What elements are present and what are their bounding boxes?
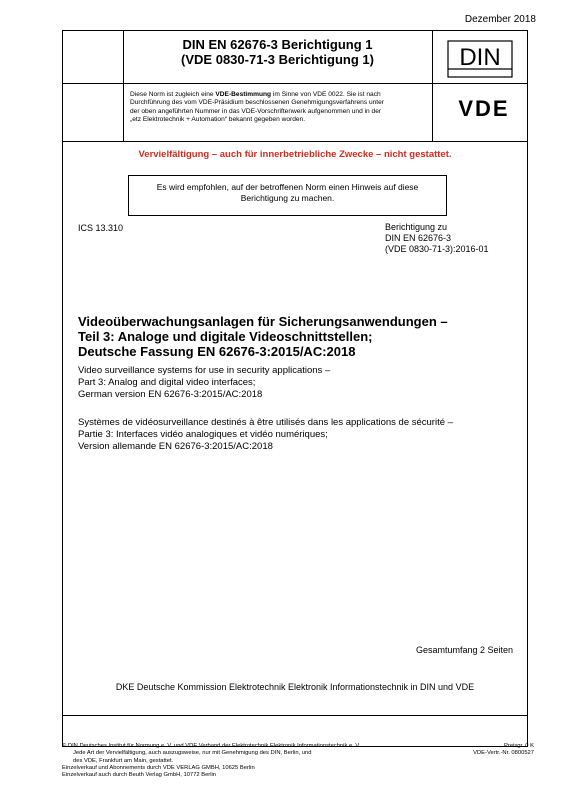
title-line: (VDE 0830-71-3 Berichtigung 1) [181, 52, 374, 67]
footer-price [450, 743, 534, 758]
hint-text: Es wird empfohlen, auf der betroffenen Norm einen Hinweis auf diese [156, 182, 419, 192]
notice-text: der oben angeführten Nummer in das VDE-Vorschriftenwerk aufgenommen und in der [130, 107, 382, 115]
divider-line [62, 715, 528, 716]
english-title [78, 365, 330, 401]
footer-legal [62, 743, 432, 779]
french-title-line: Version allemande EN 62676-3:2015/AC:2018 [78, 441, 273, 452]
french-title-line: Partie 3: Interfaces vidéo analogiques et vidéo numériques; [78, 429, 328, 440]
footer-line: Einzelverkauf und Abonnements durch VDE VERLAG GMBH, 10625 Berlin [62, 764, 255, 771]
title-line: DIN EN 62676-3 Berichtigung 1 [182, 37, 373, 52]
notice-bold-text: VDE-Bestimmung [215, 91, 272, 98]
english-title-line: Part 3: Analog and digital video interfaces; [78, 377, 256, 388]
divider-line [62, 141, 528, 142]
vde-logo-text: VDE [458, 96, 510, 120]
vde-order-number: VDE-Vertr.-Nr. 0800527 [473, 750, 534, 757]
hint-text: Berichtigung zu machen. [240, 193, 335, 203]
french-title-line: Systèmes de vidéosurveillance destinés à être utilisés dans les applications de sécurité – [78, 417, 453, 428]
english-title-line: German version EN 62676-3:2015/AC:2018 [78, 389, 263, 400]
german-title-line: Videoüberwachungsanlagen für Sicherungsanwendungen – [78, 314, 448, 329]
notice-text: „etz Elektrotechnik + Automation“ bekannt gegeben worden. [130, 116, 306, 124]
correction-line: DIN EN 62676-3 [385, 233, 452, 243]
english-title-line: Video surveillance systems for use in security applications – [78, 365, 331, 376]
copy-warning: Vervielfältigung – auch für innerbetriebliche Zwecke – nicht gestattet. [138, 149, 452, 160]
hint-box [128, 175, 447, 216]
correction-line: (VDE 0830-71-3):2016-01 [385, 244, 489, 254]
notice-text: Durchführung des vom VDE-Präsidium beschlossenen Genehmigungsverfahrens unter [130, 99, 384, 107]
notice-text: Diese Norm ist zugleich eine [130, 91, 216, 98]
correction-reference [385, 222, 489, 255]
publication-date: Dezember 2018 [464, 14, 536, 25]
vde-notice [130, 91, 426, 125]
din-logo [447, 40, 513, 78]
ics-code: ICS 13.310 [78, 223, 124, 233]
notice-text: im Sinne von VDE 0022. Sie ist nach [271, 91, 381, 98]
footer-line: © DIN Deutsches Institut für Normung e. V. und VDE Verband der Elektrotechnik Elektronik Informationstechnik e. V. [62, 743, 361, 749]
din-logo-text: DIN [459, 44, 501, 71]
divider-line [62, 83, 528, 84]
german-title-line: Deutsche Fassung EN 62676-3:2015/AC:2018 [78, 344, 356, 359]
divider-line [432, 30, 433, 141]
vde-logo [450, 96, 518, 120]
french-title [78, 417, 453, 453]
correction-line: Berichtigung zu [385, 222, 448, 232]
german-title-line: Teil 3: Analoge und digitale Videoschnittstellen; [78, 329, 373, 344]
dke-line: DKE Deutsche Kommission Elektrotechnik Elektronik Informationstechnik in DIN und VDE [115, 682, 475, 692]
document-title [124, 37, 431, 67]
german-title [78, 314, 448, 359]
price-group: Preisgr. 0 K [504, 743, 534, 749]
footer-line: Einzelverkauf auch durch Beuth Verlag GmbH, 10772 Berlin [62, 772, 217, 779]
footer-line: des VDE, Frankfurt am Main, gestattet. [73, 757, 174, 764]
footer-line: Jede Art der Vervielfältigung, auch auszugsweise, nur mit Genehmigung des DIN, Berlin, und [73, 750, 312, 757]
total-pages: Gesamtumfang 2 Seiten [416, 645, 514, 655]
